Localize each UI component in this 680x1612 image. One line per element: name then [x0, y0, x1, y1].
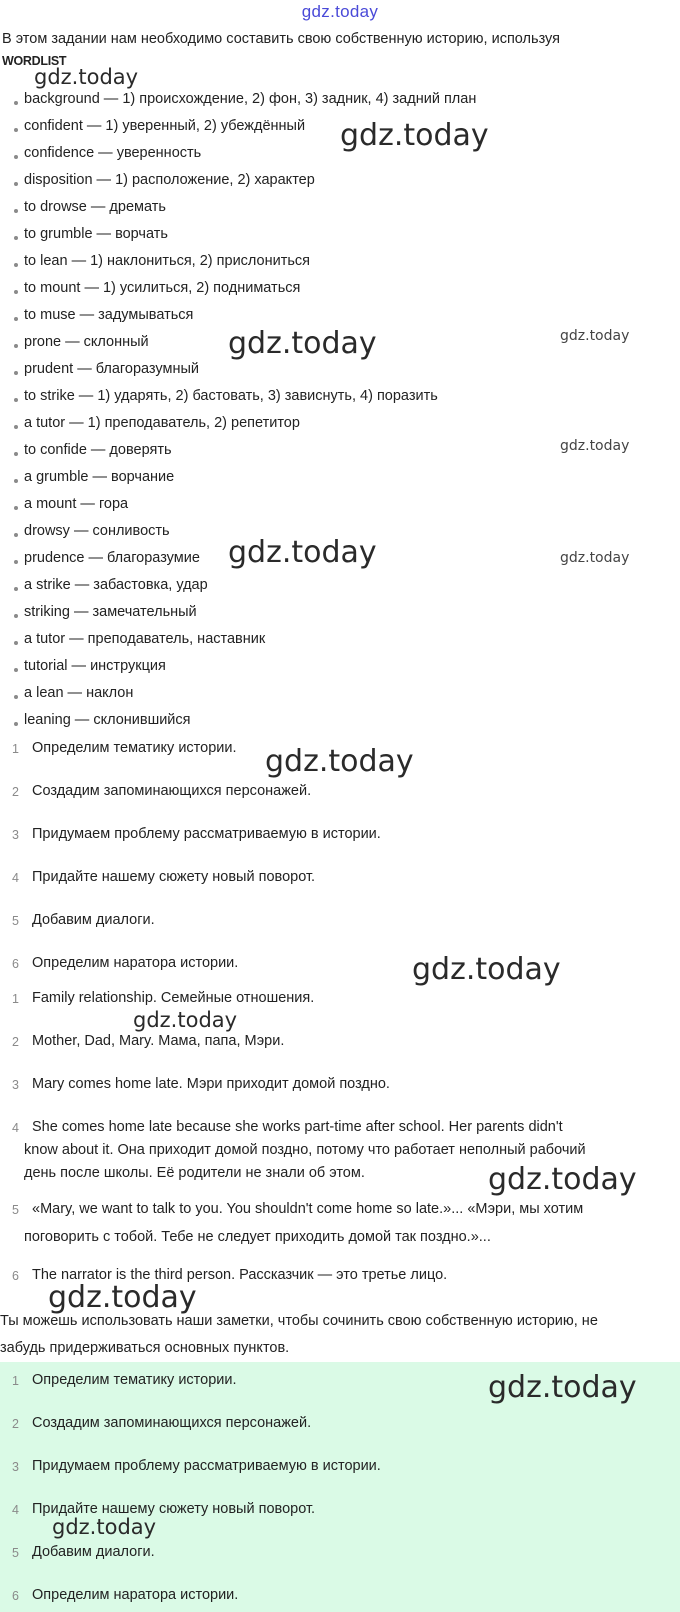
- bullet-icon: [14, 641, 18, 645]
- bullet-icon: [14, 533, 18, 537]
- step-text: Определим наратора истории.: [32, 955, 239, 971]
- bullet-icon: [14, 236, 18, 240]
- bullet-icon: [14, 128, 18, 132]
- wordlist-item: a grumble — ворчание: [24, 469, 175, 485]
- watermark: gdz.today: [265, 744, 414, 779]
- watermark: gdz.today: [488, 1370, 637, 1405]
- green-step-number: 5: [12, 1546, 19, 1560]
- answer-text: день после школы. Её родители не знали об этом.: [24, 1165, 365, 1181]
- bullet-icon: [14, 155, 18, 159]
- bullet-icon: [14, 614, 18, 618]
- wordlist-item: a tutor — 1) преподаватель, 2) репетитор: [24, 415, 300, 431]
- answer-number: 4: [12, 1121, 19, 1135]
- wordlist-item: disposition — 1) расположение, 2) характер: [24, 172, 315, 188]
- answer-text: Mother, Dad, Mary. Мама, папа, Мэри.: [32, 1033, 285, 1049]
- wordlist-item: background — 1) происхождение, 2) фон, 3) задник, 4) задний план: [24, 91, 477, 107]
- answer-number: 2: [12, 1035, 19, 1049]
- step-number: 3: [12, 828, 19, 842]
- answer-number: 1: [12, 992, 19, 1006]
- wordlist-item: confidence — уверенность: [24, 145, 202, 161]
- wordlist-item: a strike — забастовка, удар: [24, 577, 208, 593]
- bullet-icon: [14, 722, 18, 726]
- bullet-icon: [14, 425, 18, 429]
- step-text: Определим тематику истории.: [32, 740, 237, 756]
- wordlist-item: prudent — благоразумный: [24, 361, 199, 377]
- bullet-icon: [14, 344, 18, 348]
- watermark: gdz.today: [48, 1280, 197, 1315]
- step-text: Создадим запоминающихся персонажей.: [32, 783, 312, 799]
- bullet-icon: [14, 317, 18, 321]
- bullet-icon: [14, 506, 18, 510]
- answer-text: Mary comes home late. Мэри приходит домой поздно.: [32, 1076, 390, 1092]
- green-step-number: 6: [12, 1589, 19, 1603]
- wordlist-item: to mount — 1) усилиться, 2) подниматься: [24, 280, 301, 296]
- answer-text: The narrator is the third person. Рассказчик — это третье лицо.: [32, 1267, 448, 1283]
- green-step-text: Определим тематику истории.: [32, 1372, 237, 1388]
- wordlist-item: to grumble — ворчать: [24, 226, 168, 242]
- green-step-number: 2: [12, 1417, 19, 1431]
- wordlist-item: prone — склонный: [24, 334, 149, 350]
- green-step-text: Определим наратора истории.: [32, 1587, 239, 1603]
- step-number: 5: [12, 914, 19, 928]
- wordlist-item: to drowse — дремать: [24, 199, 166, 215]
- green-step-text: Придайте нашему сюжету новый поворот.: [32, 1501, 316, 1517]
- watermark: gdz.today: [560, 438, 630, 454]
- answer-text: She comes home late because she works part-time after school. Her parents didn't: [32, 1119, 563, 1135]
- green-step-text: Придумаем проблему рассматриваемую в истории.: [32, 1458, 381, 1474]
- watermark: gdz.today: [560, 328, 630, 344]
- step-text: Добавим диалоги.: [32, 912, 155, 928]
- bullet-icon: [14, 263, 18, 267]
- wordlist-item: to strike — 1) ударять, 2) бастовать, 3) зависнуть, 4) поразить: [24, 388, 438, 404]
- watermark: gdz.today: [412, 952, 561, 987]
- green-step-text: Добавим диалоги.: [32, 1544, 155, 1560]
- wordlist-item: to lean — 1) наклониться, 2) прислониться: [24, 253, 311, 269]
- bullet-icon: [14, 479, 18, 483]
- bullet-icon: [14, 398, 18, 402]
- wordlist-item: prudence — благоразумие: [24, 550, 200, 566]
- bullet-icon: [14, 695, 18, 699]
- bullet-icon: [14, 452, 18, 456]
- watermark: gdz.today: [133, 1008, 238, 1032]
- wordlist-item: a mount — гора: [24, 496, 129, 512]
- bullet-icon: [14, 290, 18, 294]
- step-number: 2: [12, 785, 19, 799]
- answer-text: поговорить с тобой. Тебе не следует приходить домой так поздно.»...: [24, 1229, 491, 1245]
- bullet-icon: [14, 371, 18, 375]
- step-text: Придайте нашему сюжету новый поворот.: [32, 869, 316, 885]
- wordlist-item: a tutor — преподаватель, наставник: [24, 631, 266, 647]
- step-number: 6: [12, 957, 19, 971]
- watermark: gdz.today: [34, 65, 139, 89]
- answer-text: «Mary, we want to talk to you. You shouldn't come home so late.»... «Мэри, мы хотим: [32, 1201, 584, 1217]
- watermark: gdz.today: [228, 326, 377, 361]
- wordlist-item: confident — 1) уверенный, 2) убеждённый: [24, 118, 306, 134]
- answer-text: Family relationship. Семейные отношения.: [32, 990, 315, 1006]
- answer-text: know about it. Она приходит домой поздно, потому что работает неполный рабочий: [24, 1142, 586, 1158]
- site-title[interactable]: gdz.today: [301, 2, 379, 21]
- wordlist-item: striking — замечательный: [24, 604, 197, 620]
- bullet-icon: [14, 209, 18, 213]
- wordlist-item: tutorial — инструкция: [24, 658, 166, 674]
- answer-number: 5: [12, 1203, 19, 1217]
- wordlist-heading: WORDLIST: [2, 54, 67, 68]
- wordlist-item: to muse — задумываться: [24, 307, 194, 323]
- bullet-icon: [14, 668, 18, 672]
- green-step-number: 3: [12, 1460, 19, 1474]
- step-number: 1: [12, 742, 19, 756]
- wordlist-item: drowsy — сонливость: [24, 523, 170, 539]
- step-text: Придумаем проблему рассматриваемую в истории.: [32, 826, 381, 842]
- answer-number: 6: [12, 1269, 19, 1283]
- green-step-number: 1: [12, 1374, 19, 1388]
- watermark: gdz.today: [52, 1515, 157, 1539]
- notes-text: Ты можешь использовать наши заметки, чтобы сочинить свою собственную историю, не: [0, 1313, 598, 1329]
- bullet-icon: [14, 587, 18, 591]
- green-step-number: 4: [12, 1503, 19, 1517]
- green-step-text: Создадим запоминающихся персонажей.: [32, 1415, 312, 1431]
- step-number: 4: [12, 871, 19, 885]
- answer-number: 3: [12, 1078, 19, 1092]
- wordlist-item: leaning — склонившийся: [24, 712, 191, 728]
- bullet-icon: [14, 560, 18, 564]
- intro-text: В этом задании нам необходимо составить свою собственную историю, используя: [2, 31, 560, 47]
- watermark: gdz.today: [560, 550, 630, 566]
- bullet-icon: [14, 182, 18, 186]
- wordlist-item: a lean — наклон: [24, 685, 134, 701]
- watermark: gdz.today: [228, 535, 377, 570]
- watermark: gdz.today: [488, 1162, 637, 1197]
- bullet-icon: [14, 101, 18, 105]
- notes-text: забудь придерживаться основных пунктов.: [0, 1340, 290, 1356]
- wordlist-item: to confide — доверять: [24, 442, 172, 458]
- watermark: gdz.today: [340, 118, 489, 153]
